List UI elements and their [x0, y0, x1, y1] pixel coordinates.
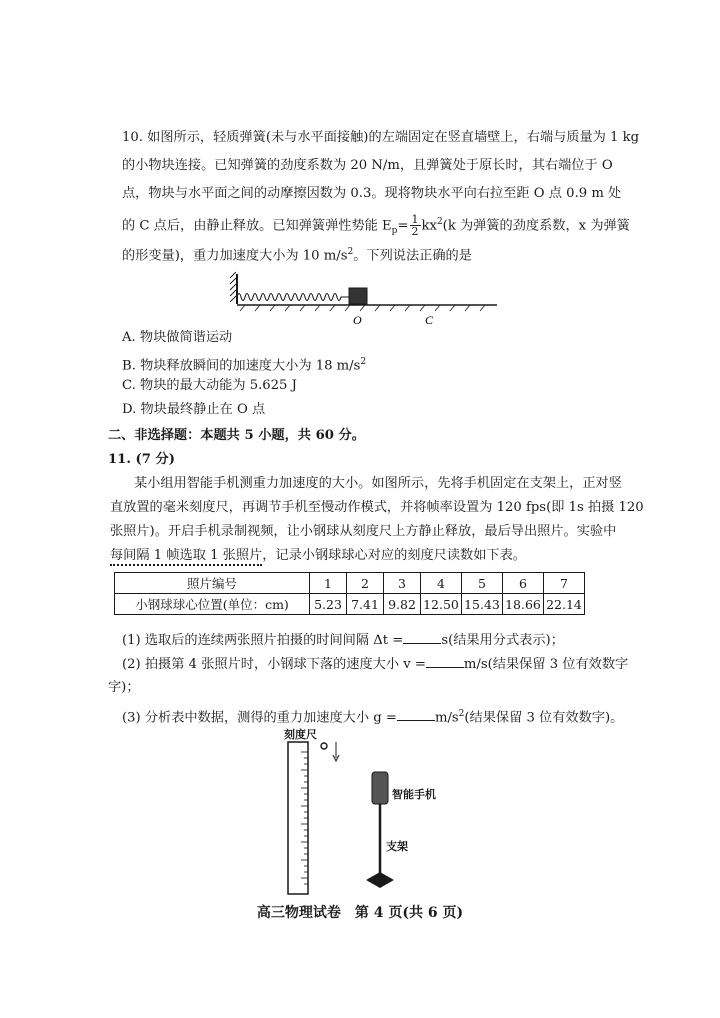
table-cell: 7.41 [347, 594, 384, 615]
q10-line-4-tail: (k 为弹簧的劲度系数，x 为弹簧 [442, 218, 630, 234]
q11-header: 11. (7 分) [108, 452, 175, 467]
q11-para-3: 张照片)。开启手机录制视频，让小钢球从刻度尺上方静止释放，最后导出照片。实验中 [110, 524, 617, 539]
table-cell: 5 [462, 573, 503, 594]
q11-para-1: 某小组用智能手机测重力加速度的大小。如图所示，先将手机固定在支架上，正对竖 [134, 476, 622, 491]
table-cell: 22.14 [544, 594, 585, 615]
q10-line-4-text: 的 C 点后，由静止释放。已知弹簧弹性势能 E [122, 218, 392, 234]
fraction-one-half: $\frac{1}{2}$ [411, 213, 419, 239]
answer-blank[interactable] [397, 707, 435, 721]
emphasized-text: 每间隔 1 帧选取 1 张照片 [110, 548, 262, 566]
table-cell: 4 [421, 573, 462, 594]
x-squared-sup: 2 [436, 217, 443, 227]
point-c-label: C [425, 313, 434, 327]
q10-option-b: B. 物块释放瞬间的加速度大小为 18 $m/s^2$ [122, 357, 367, 374]
q10-option-d: D. 物块最终静止在 O 点 [122, 402, 266, 417]
ground-hatching [240, 305, 485, 311]
steel-ball [321, 743, 327, 749]
table-cell: 5.23 [310, 594, 347, 615]
q11-sub-2: (2) 拍摄第 4 张照片时，小钢球下落的速度大小 v = m/s(结果保留 3 位有效数字 [122, 654, 628, 675]
q10-line-2: 的小物块连接。已知弹簧的劲度系数为 20 N/m，且弹簧处于原长时，其右端位于 O [122, 158, 613, 173]
q11-sub-2-cont: 字)； [108, 680, 140, 695]
table-cell: 7 [544, 573, 585, 594]
table-cell: 15.43 [462, 594, 503, 615]
answer-blank[interactable] [403, 630, 441, 644]
equals-sign: = [397, 218, 409, 234]
stand-label: 支架 [386, 840, 408, 853]
q11-para-4: 每间隔 1 帧选取 1 张照片，记录小钢球球心对应的刻度尺读数如下表。 [110, 546, 526, 566]
q10-option-c: C. 物块的最大动能为 5.625 J [122, 378, 297, 393]
table-cell: 12.50 [421, 594, 462, 615]
smartphone [372, 772, 388, 804]
table-header-ball-position: 小钢球球心位置(单位：cm) [115, 594, 310, 615]
experiment-setup-diagram [280, 740, 410, 900]
q11-sub-1: (1) 选取后的连续两张照片拍摄的时间间隔 Δt = s(结果用分式表示)； [122, 630, 564, 651]
table-cell: 6 [503, 573, 544, 594]
q10-line-1: 10. 如图所示，轻质弹簧(未与水平面接触)的左端固定在竖直墙壁上，右端与质量为 1 kg [122, 130, 640, 145]
point-o-label: O [353, 313, 362, 327]
wall-hatching [230, 272, 236, 302]
ep-subscript: p [391, 226, 398, 237]
table-cell: 2 [347, 573, 384, 594]
q11-para-2: 直放置的毫米刻度尺，再调节手机至慢动作模式，并将帧率设置为 120 fps(即 1s 拍摄 120 [110, 500, 644, 515]
q10-line-5: 的形变量)，重力加速度大小为 10 $m/s^2$。下列说法正确的是 [122, 247, 472, 264]
ruler-label: 刻度尺 [284, 728, 317, 741]
table-cell: 3 [384, 573, 421, 594]
table-header-photo-number: 照片编号 [115, 573, 310, 594]
table-cell: 9.82 [384, 594, 421, 615]
spring [237, 294, 349, 301]
stand-base [366, 872, 394, 888]
page-footer: 高三物理试卷 第 4 页(共 6 页) [256, 905, 464, 921]
answer-blank[interactable] [426, 654, 464, 668]
section-2-heading: 二、非选择题：本题共 5 小题，共 60 分。 [108, 428, 365, 443]
phone-label: 智能手机 [392, 788, 436, 801]
table-cell: 1 [310, 573, 347, 594]
block [349, 288, 367, 304]
ball-position-table [114, 572, 585, 615]
table-row [115, 573, 585, 594]
q10-line-4 [122, 212, 630, 241]
table-cell: 18.66 [503, 594, 544, 615]
q10-line-3: 点，物块与水平面之间的动摩擦因数为 0.3。现将物块水平向右拉至距 O 点 0.9 m 处 [122, 186, 622, 201]
spring-block-diagram [225, 268, 505, 330]
q11-sub-3: (3) 分析表中数据，测得的重力加速度大小 $g = m/s^2$(结果保留 3 位有效数字)。 [122, 709, 624, 726]
q10-option-a: A. 物块做简谐运动 [122, 330, 233, 345]
kx-term: kx [421, 218, 437, 234]
table-row [115, 594, 585, 615]
